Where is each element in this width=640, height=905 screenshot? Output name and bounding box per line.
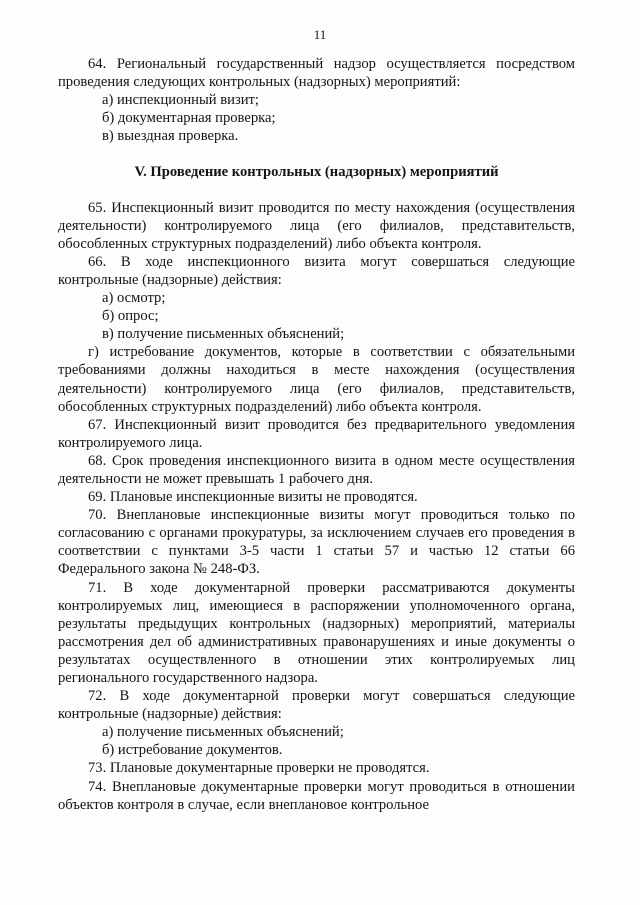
- paragraph-68: 68. Срок проведения инспекционного визита в одном месте осуществления деятельности не может превышать 1 рабочего дня.: [58, 452, 575, 487]
- list-item: б) истребование документов.: [102, 742, 283, 759]
- list-item: в) получение письменных объяснений;: [102, 326, 345, 343]
- paragraph-66: 66. В ходе инспекционного визита могут совершаться следующие контрольные (надзорные) действия:: [58, 253, 575, 288]
- paragraph-72: 72. В ходе документарной проверки могут совершаться следующие контрольные (надзорные) действия:: [58, 688, 575, 723]
- list-item: в) выездная проверка.: [102, 128, 239, 145]
- paragraph-74: 74. Внеплановые документарные проверки могут проводиться в отношении объектов контроля в случае, если внеплановое контрольное: [58, 778, 575, 813]
- list-item: а) осмотр;: [102, 290, 166, 307]
- document-body: [58, 55, 575, 814]
- section-heading: V. Проведение контрольных (надзорных) мероприятий: [134, 164, 499, 181]
- paragraph-67: 67. Инспекционный визит проводится без предварительного уведомления контролируемого лица.: [58, 416, 575, 451]
- paragraph-71: 71. В ходе документарной проверки рассматриваются документы контролируемых лиц, имеющиеся в распоряжении уполномоченного органа, результаты предыдущих контрольных (надзорных) мероприятий, материалы рассмотрения дел об административных правонарушениях и иные документы о результатах осуществленного в отношении этих контролируемых лиц регионального государственного надзора.: [58, 579, 575, 686]
- paragraph-73: 73. Плановые документарные проверки не проводятся.: [88, 760, 430, 777]
- paragraph-70: 70. Внеплановые инспекционные визиты могут проводиться только по согласованию с органами прокуратуры, за исключением случаев его проведения в соответствии с пунктами 3-5 части 1 статьи 57 и частью 12 статьи 66 Федерального закона № 248-ФЗ.: [58, 507, 575, 578]
- paragraph-66-g: г) истребование документов, которые в соответствии с обязательными требованиями должны находиться в месте нахождения (осуществления деятельности) контролируемого лица (его филиалов, представительств, обособленных структурных подразделений) либо объекта контроля.: [58, 344, 575, 415]
- paragraph-69: 69. Плановые инспекционные визиты не проводятся.: [88, 489, 418, 506]
- list-item: б) документарная проверка;: [102, 110, 276, 127]
- paragraph-64: 64. Региональный государственный надзор осуществляется посредством проведения следующих контрольных (надзорных) мероприятий:: [58, 56, 575, 91]
- list-item: б) опрос;: [102, 308, 159, 325]
- paragraph-65: 65. Инспекционный визит проводится по месту нахождения (осуществления деятельности) контролируемого лица (его филиалов, представительств, обособленных структурных подразделений) либо объекта контроля.: [58, 199, 575, 252]
- page-number: 11: [313, 27, 327, 42]
- list-item: а) инспекционный визит;: [102, 92, 259, 109]
- list-item: а) получение письменных объяснений;: [102, 724, 344, 741]
